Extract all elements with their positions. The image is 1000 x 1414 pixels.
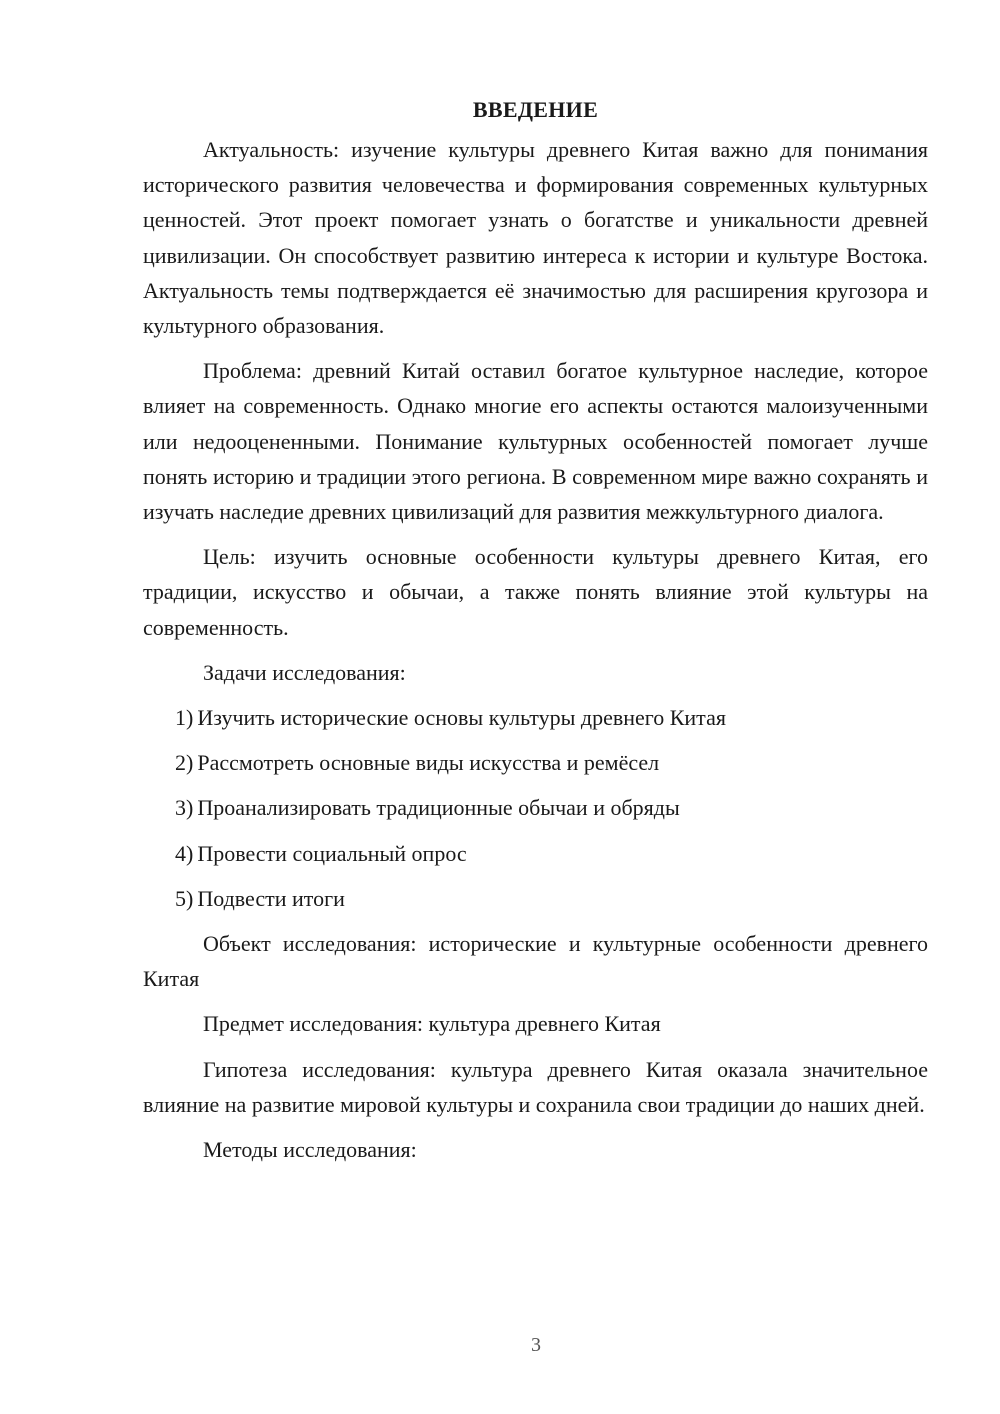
hypothesis-paragraph: Гипотеза исследования: культура древнего Китая оказала значительное влияние на развитие мировой культуры и сохранила свои традиции до наших дней. bbox=[143, 1056, 928, 1117]
page-title: ВВЕДЕНИЕ bbox=[472, 97, 599, 122]
list-item bbox=[143, 836, 928, 871]
list-item-text: Подвести итоги bbox=[197, 885, 345, 911]
tasks-heading: Задачи исследования: bbox=[203, 659, 406, 685]
page-number: 3 bbox=[531, 1334, 541, 1356]
list-item-text: Проанализировать традиционные обычаи и обряды bbox=[197, 795, 680, 821]
list-item-number: 3) bbox=[175, 795, 194, 821]
list-item bbox=[143, 745, 928, 780]
object-paragraph: Объект исследования: исторические и культурные особенности древнего Китая bbox=[143, 931, 928, 992]
relevance-paragraph: Актуальность: изучение культуры древнего Китая важно для понимания исторического развития человечества и формирования современных культурных ценностей. Этот проект помогает узнать о богатстве и уникальности древней цивилизации. Он способствует развитию интереса к истории и культуре Востока. Актуальность темы подтверждается её значимостью для расширения кругозора и культурного образования. bbox=[143, 137, 928, 339]
tasks-list bbox=[143, 700, 928, 916]
list-item bbox=[143, 700, 928, 735]
subject-paragraph: Предмет исследования: культура древнего Китая bbox=[203, 1011, 661, 1037]
list-item-number: 1) bbox=[175, 705, 194, 731]
problem-paragraph: Проблема: древний Китай оставил богатое культурное наследие, которое влияет на современность. Однако многие его аспекты остаются малоизученными или недооцененными. Понимание культурных особенностей помогает лучше понять историю и традиции этого региона. В современном мире важно сохранять и изучать наследие древних цивилизаций для развития межкультурного диалога. bbox=[143, 358, 928, 525]
list-item-text: Рассмотреть основные виды искусства и ремёсел bbox=[197, 750, 660, 776]
list-item-text: Изучить исторические основы культуры древнего Китая bbox=[197, 705, 726, 731]
methods-heading: Методы исследования: bbox=[203, 1137, 417, 1163]
document-page bbox=[143, 92, 928, 1177]
list-item-number: 5) bbox=[175, 885, 194, 911]
list-item-number: 4) bbox=[175, 840, 194, 866]
list-item bbox=[143, 881, 928, 916]
list-item-text: Провести социальный опрос bbox=[197, 840, 467, 866]
list-item bbox=[143, 790, 928, 825]
list-item-number: 2) bbox=[175, 750, 194, 776]
goal-paragraph: Цель: изучить основные особенности культуры древнего Китая, его традиции, искусство и обычаи, а также понять влияние этой культуры на современность. bbox=[143, 544, 928, 640]
